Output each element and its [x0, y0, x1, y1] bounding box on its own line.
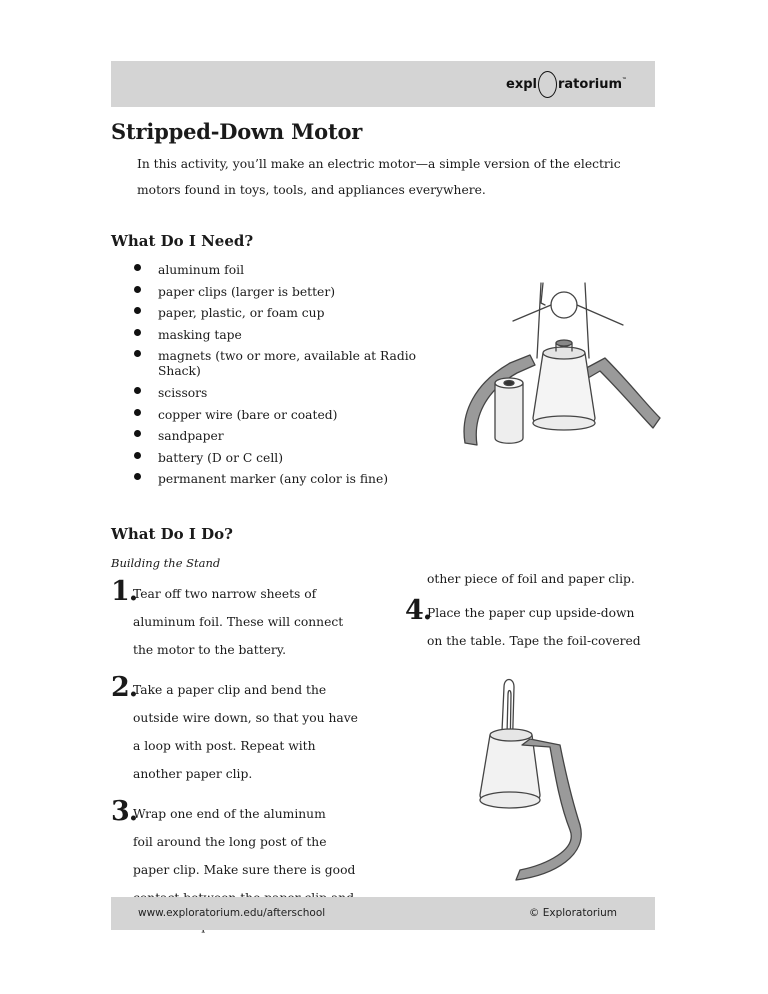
step-number: 4.: [405, 595, 432, 626]
material-item: paper clips (larger is better): [130, 285, 420, 300]
step-text: aluminum foil. These will connect the motor to the battery.: [133, 615, 344, 657]
step-4: [405, 595, 655, 655]
step-text: foil around the long post of the paper clip. Make sure there is good: [133, 835, 356, 877]
motor-illustration: [455, 273, 665, 463]
footer-copyright: © Exploratorium: [528, 907, 617, 919]
material-item: aluminum foil: [130, 263, 420, 278]
material-item: copper wire (bare or coated): [130, 408, 420, 423]
logo-text-right: ratorium: [558, 76, 622, 92]
do-heading: What Do I Do?: [111, 525, 233, 543]
section-subheading: Building the Stand: [111, 556, 221, 570]
material-item: scissors: [130, 386, 420, 401]
header-bar: [111, 61, 655, 107]
intro-paragraph: In this activity, you’ll make an electric motor—a simple version of the electric motors found in toys, tools, and appliances everywhere.: [137, 157, 621, 197]
step-text: Wrap one end of the aluminum: [133, 807, 326, 821]
footer-url[interactable]: www.exploratorium.edu/afterschool: [138, 907, 326, 919]
steps-right-column: [405, 565, 655, 655]
logo-circle-icon: [538, 71, 557, 98]
step-3-continued: other piece of foil and paper clip.: [427, 572, 635, 586]
material-item: battery (D or C cell): [130, 451, 420, 466]
page-title: Stripped-Down Motor: [111, 119, 363, 144]
material-item: masking tape: [130, 328, 420, 343]
exploratorium-logo: [506, 70, 627, 98]
step-2: [111, 672, 361, 788]
step-number: 3.: [111, 796, 138, 827]
step-text: outside wire down, so that you have a loop with post. Repeat with another paper clip.: [133, 711, 358, 781]
step-number: 1.: [111, 576, 138, 607]
material-item: magnets (two or more, available at Radio Shack): [130, 349, 420, 379]
step-text: on the table. Tape the foil-covered: [427, 634, 641, 648]
step-text: Place the paper cup upside-down: [427, 606, 635, 620]
step-number: 2.: [111, 672, 138, 703]
trademark-icon: ™: [622, 77, 627, 83]
cup-stand-illustration: [460, 665, 600, 890]
material-item: sandpaper: [130, 429, 420, 444]
step-1: [111, 576, 361, 664]
material-item: paper, plastic, or foam cup: [130, 306, 420, 321]
step-text: Tear off two narrow sheets of: [133, 587, 317, 601]
step-text: Take a paper clip and bend the: [133, 683, 327, 697]
materials-list: [130, 263, 420, 494]
logo-text-left: expl: [506, 76, 537, 92]
need-heading: What Do I Need?: [111, 232, 254, 250]
footer-bar: [111, 897, 655, 930]
steps-left-column: [111, 576, 361, 940]
material-item: permanent marker (any color is fine): [130, 472, 420, 487]
